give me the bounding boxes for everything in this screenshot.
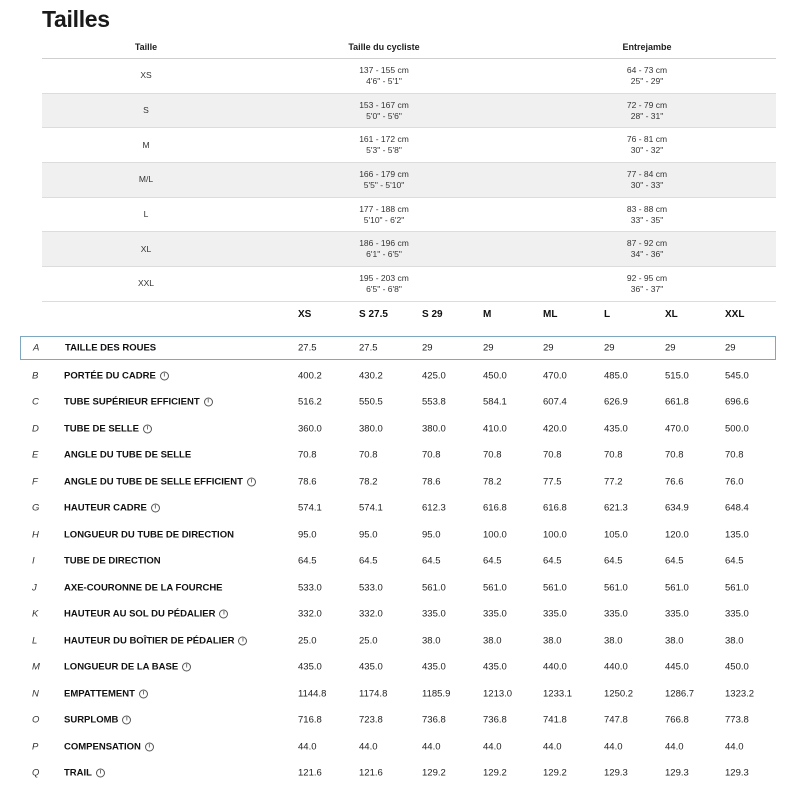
row-letter: K <box>32 608 39 620</box>
row-letter: I <box>32 555 35 567</box>
inseam-cell <box>518 163 776 197</box>
table-row <box>42 59 776 94</box>
value-cell: 44.0 <box>665 741 684 753</box>
value-cell: 44.0 <box>543 741 562 753</box>
row-label <box>64 370 169 381</box>
value-cell: 64.5 <box>725 555 744 567</box>
value-cell: 38.0 <box>725 635 744 647</box>
info-icon[interactable]: i <box>143 424 152 433</box>
inseam-cell <box>518 94 776 128</box>
value-cell: 445.0 <box>665 661 689 673</box>
header-inseam: Entrejambe <box>622 42 672 52</box>
height-cm: 161 - 172 cm <box>359 134 409 145</box>
value-cell: 95.0 <box>298 529 317 541</box>
value-cell: 76.0 <box>725 476 744 488</box>
value-cell: 515.0 <box>665 370 689 382</box>
info-icon[interactable]: i <box>182 663 191 672</box>
info-icon[interactable]: i <box>151 504 160 513</box>
value-cell: 44.0 <box>359 741 378 753</box>
value-cell: 100.0 <box>543 529 567 541</box>
rider-height-cell <box>250 94 518 128</box>
column-header: XXL <box>725 309 745 320</box>
value-cell: 38.0 <box>604 635 623 647</box>
value-cell: 634.9 <box>665 502 689 514</box>
value-cell: 121.6 <box>359 767 383 779</box>
value-cell: 561.0 <box>543 582 567 594</box>
size-label: XXL <box>137 278 155 289</box>
table-row[interactable] <box>20 336 776 360</box>
value-cell: 553.8 <box>422 396 446 408</box>
value-cell: 435.0 <box>298 661 322 673</box>
value-cell: 77.2 <box>604 476 623 488</box>
value-cell: 561.0 <box>665 582 689 594</box>
value-cell: 470.0 <box>665 423 689 435</box>
value-cell: 27.5 <box>359 342 378 354</box>
row-label-text: TUBE SUPÉRIEUR EFFICIENT <box>64 396 200 408</box>
inseam-cell <box>518 128 776 162</box>
row-label-text: TRAIL <box>64 767 92 779</box>
table-row <box>20 469 776 496</box>
inseam-in: 36" - 37" <box>630 283 664 294</box>
rider-height-cell <box>250 232 518 266</box>
value-cell: 741.8 <box>543 714 567 726</box>
sizes-table-body <box>42 59 776 302</box>
value-cell: 29 <box>725 342 736 354</box>
value-cell: 70.8 <box>483 449 502 461</box>
value-cell: 696.6 <box>725 396 749 408</box>
value-cell: 747.8 <box>604 714 628 726</box>
row-label <box>64 556 161 567</box>
row-label <box>64 450 191 461</box>
size-label: M/L <box>138 174 154 185</box>
table-row <box>20 760 776 787</box>
value-cell: 612.3 <box>422 502 446 514</box>
sizes-table-header <box>42 38 776 59</box>
value-cell: 64.5 <box>665 555 684 567</box>
value-cell: 29 <box>604 342 615 354</box>
height-ft: 6'1" - 6'5" <box>366 249 402 260</box>
value-cell: 626.9 <box>604 396 628 408</box>
row-letter: L <box>32 635 38 647</box>
column-header: XS <box>298 309 312 320</box>
row-label <box>64 662 191 673</box>
value-cell: 1144.8 <box>298 688 327 700</box>
row-label <box>64 476 256 487</box>
value-cell: 400.2 <box>298 370 322 382</box>
table-row <box>20 442 776 469</box>
height-ft: 5'10" - 6'2" <box>363 214 405 225</box>
row-letter: C <box>32 396 39 408</box>
value-cell: 335.0 <box>543 608 567 620</box>
inseam-cm: 87 - 92 cm <box>626 238 668 249</box>
column-header: S 29 <box>422 309 443 320</box>
value-cell: 29 <box>543 342 554 354</box>
inseam-cell <box>518 198 776 232</box>
row-letter: H <box>32 529 39 541</box>
value-cell: 574.1 <box>359 502 383 514</box>
value-cell: 64.5 <box>298 555 317 567</box>
inseam-in: 33" - 35" <box>630 214 664 225</box>
value-cell: 450.0 <box>483 370 507 382</box>
row-label-text: LONGUEUR DE LA BASE <box>64 661 179 673</box>
size-cell <box>42 198 250 232</box>
value-cell: 616.8 <box>543 502 567 514</box>
info-icon[interactable]: i <box>139 689 148 698</box>
value-cell: 70.8 <box>359 449 378 461</box>
height-cm: 177 - 188 cm <box>359 203 409 214</box>
value-cell: 773.8 <box>725 714 749 726</box>
value-cell: 38.0 <box>422 635 441 647</box>
inseam-in: 25" - 29" <box>630 75 664 86</box>
row-letter: G <box>32 502 40 514</box>
value-cell: 129.3 <box>665 767 689 779</box>
value-cell: 64.5 <box>543 555 562 567</box>
value-cell: 129.2 <box>543 767 567 779</box>
row-letter: Q <box>32 767 40 779</box>
row-label-text: HAUTEUR AU SOL DU PÉDALIER <box>64 608 216 620</box>
rider-height-cell <box>250 163 518 197</box>
row-label-text: PORTÉE DU CADRE <box>64 370 156 382</box>
value-cell: 435.0 <box>422 661 446 673</box>
row-label <box>64 529 234 540</box>
inseam-cm: 83 - 88 cm <box>626 203 668 214</box>
row-label-text: HAUTEUR DU BOÎTIER DE PÉDALIER <box>64 635 235 647</box>
table-row <box>20 654 776 681</box>
value-cell: 129.3 <box>725 767 749 779</box>
size-label: S <box>143 105 149 116</box>
table-row <box>42 267 776 302</box>
row-label <box>64 503 160 514</box>
inseam-in: 30" - 33" <box>630 179 664 190</box>
height-ft: 5'3" - 5'8" <box>366 145 402 156</box>
row-label <box>64 715 131 726</box>
value-cell: 38.0 <box>543 635 562 647</box>
height-cm: 186 - 196 cm <box>359 238 409 249</box>
header-size: Taille <box>134 42 158 52</box>
table-row <box>20 628 776 655</box>
value-cell: 70.8 <box>422 449 441 461</box>
value-cell: 64.5 <box>422 555 441 567</box>
size-cell <box>42 94 250 128</box>
row-label-text: TUBE DE DIRECTION <box>64 555 161 567</box>
row-label <box>64 688 148 699</box>
value-cell: 716.8 <box>298 714 322 726</box>
inseam-cell <box>518 59 776 93</box>
value-cell: 470.0 <box>543 370 567 382</box>
row-letter: F <box>32 476 38 488</box>
value-cell: 380.0 <box>422 423 446 435</box>
info-icon[interactable]: i <box>219 610 228 619</box>
value-cell: 621.3 <box>604 502 628 514</box>
info-icon[interactable]: i <box>145 742 154 751</box>
inseam-cell <box>518 232 776 266</box>
row-label-text: COMPENSATION <box>64 741 141 753</box>
row-label-text: LONGUEUR DU TUBE DE DIRECTION <box>64 529 234 541</box>
sizes-table <box>42 38 776 302</box>
table-row <box>20 707 776 734</box>
size-label: XS <box>140 70 152 81</box>
row-label-text: ANGLE DU TUBE DE SELLE EFFICIENT <box>64 476 243 488</box>
value-cell: 766.8 <box>665 714 689 726</box>
value-cell: 1185.9 <box>422 688 451 700</box>
height-cm: 153 - 167 cm <box>359 99 409 110</box>
value-cell: 335.0 <box>665 608 689 620</box>
table-row <box>20 734 776 761</box>
value-cell: 70.8 <box>665 449 684 461</box>
inseam-cm: 72 - 79 cm <box>626 99 668 110</box>
value-cell: 435.0 <box>604 423 628 435</box>
geometry-table <box>20 336 776 787</box>
value-cell: 332.0 <box>298 608 322 620</box>
row-label-text: EMPATTEMENT <box>64 688 135 700</box>
value-cell: 574.1 <box>298 502 322 514</box>
header-rider-height: Taille du cycliste <box>348 42 420 52</box>
value-cell: 561.0 <box>422 582 446 594</box>
value-cell: 420.0 <box>543 423 567 435</box>
value-cell: 64.5 <box>359 555 378 567</box>
value-cell: 485.0 <box>604 370 628 382</box>
inseam-in: 34" - 36" <box>630 249 664 260</box>
size-label: XL <box>140 243 152 254</box>
page-title: Tailles <box>42 6 110 32</box>
table-row <box>42 128 776 163</box>
value-cell: 545.0 <box>725 370 749 382</box>
table-row <box>20 416 776 443</box>
row-letter: D <box>32 423 39 435</box>
row-label <box>65 343 156 354</box>
value-cell: 1250.2 <box>604 688 634 700</box>
column-header: M <box>483 309 492 320</box>
value-cell: 121.6 <box>298 767 322 779</box>
value-cell: 129.3 <box>604 767 628 779</box>
value-cell: 561.0 <box>725 582 749 594</box>
info-icon[interactable]: i <box>122 716 131 725</box>
info-icon[interactable]: i <box>204 398 213 407</box>
row-label <box>64 423 152 434</box>
size-cell <box>42 267 250 301</box>
table-row <box>20 363 776 390</box>
row-label-text: TAILLE DES ROUES <box>65 342 157 354</box>
row-label-text: AXE-COURONNE DE LA FOURCHE <box>64 582 223 594</box>
column-header: ML <box>543 309 558 320</box>
height-ft: 4'6" - 5'1" <box>366 75 402 86</box>
value-cell: 120.0 <box>665 529 689 541</box>
value-cell: 561.0 <box>604 582 628 594</box>
inseam-cm: 64 - 73 cm <box>626 64 668 75</box>
value-cell: 27.5 <box>298 342 317 354</box>
value-cell: 736.8 <box>483 714 507 726</box>
value-cell: 435.0 <box>359 661 383 673</box>
value-cell: 129.2 <box>422 767 446 779</box>
value-cell: 70.8 <box>604 449 623 461</box>
value-cell: 70.8 <box>725 449 744 461</box>
row-label <box>64 768 105 779</box>
value-cell: 440.0 <box>543 661 567 673</box>
value-cell: 1233.1 <box>543 688 573 700</box>
value-cell: 129.2 <box>483 767 507 779</box>
value-cell: 335.0 <box>604 608 628 620</box>
value-cell: 550.5 <box>359 396 383 408</box>
table-row <box>42 198 776 233</box>
row-letter: M <box>32 661 40 673</box>
value-cell: 135.0 <box>725 529 749 541</box>
value-cell: 44.0 <box>725 741 744 753</box>
value-cell: 78.6 <box>422 476 441 488</box>
row-letter: E <box>32 449 39 461</box>
value-cell: 29 <box>483 342 494 354</box>
value-cell: 29 <box>665 342 676 354</box>
value-cell: 64.5 <box>604 555 623 567</box>
column-header: S 27.5 <box>359 309 388 320</box>
value-cell: 335.0 <box>725 608 749 620</box>
table-row <box>20 548 776 575</box>
value-cell: 648.4 <box>725 502 749 514</box>
value-cell: 78.6 <box>298 476 317 488</box>
value-cell: 25.0 <box>298 635 317 647</box>
value-cell: 335.0 <box>483 608 507 620</box>
value-cell: 44.0 <box>298 741 317 753</box>
height-ft: 5'5" - 5'10" <box>363 179 405 190</box>
row-letter: N <box>32 688 39 700</box>
table-row <box>42 94 776 129</box>
row-label <box>64 609 228 620</box>
table-row <box>20 389 776 416</box>
value-cell: 105.0 <box>604 529 628 541</box>
inseam-in: 30" - 32" <box>630 145 664 156</box>
value-cell: 661.8 <box>665 396 689 408</box>
info-icon[interactable]: i <box>247 477 256 486</box>
row-label <box>64 397 213 408</box>
value-cell: 95.0 <box>359 529 378 541</box>
value-cell: 1213.0 <box>483 688 513 700</box>
table-row <box>20 601 776 628</box>
value-cell: 360.0 <box>298 423 322 435</box>
info-icon[interactable]: i <box>238 636 247 645</box>
value-cell: 561.0 <box>483 582 507 594</box>
table-row <box>42 232 776 267</box>
value-cell: 723.8 <box>359 714 383 726</box>
value-cell: 607.4 <box>543 396 567 408</box>
inseam-in: 28" - 31" <box>630 110 664 121</box>
row-letter: A <box>33 342 40 354</box>
row-letter: B <box>32 370 39 382</box>
row-label <box>64 741 154 752</box>
value-cell: 100.0 <box>483 529 507 541</box>
value-cell: 38.0 <box>483 635 502 647</box>
column-header: XL <box>665 309 678 320</box>
value-cell: 332.0 <box>359 608 383 620</box>
value-cell: 616.8 <box>483 502 507 514</box>
inseam-cm: 92 - 95 cm <box>626 272 668 283</box>
inseam-cm: 77 - 84 cm <box>626 168 668 179</box>
value-cell: 440.0 <box>604 661 628 673</box>
size-label: M <box>142 139 150 150</box>
value-cell: 533.0 <box>359 582 383 594</box>
value-cell: 78.2 <box>359 476 378 488</box>
value-cell: 76.6 <box>665 476 684 488</box>
value-cell: 450.0 <box>725 661 749 673</box>
row-label <box>64 635 247 646</box>
row-label-text: ANGLE DU TUBE DE SELLE <box>64 449 192 461</box>
value-cell: 70.8 <box>298 449 317 461</box>
table-row <box>20 681 776 708</box>
row-label-text: HAUTEUR CADRE <box>64 502 147 514</box>
row-letter: O <box>32 714 40 726</box>
value-cell: 736.8 <box>422 714 446 726</box>
size-cell <box>42 163 250 197</box>
height-ft: 6'5" - 6'8" <box>366 283 402 294</box>
row-letter: P <box>32 741 39 753</box>
row-label <box>64 582 223 593</box>
value-cell: 500.0 <box>725 423 749 435</box>
value-cell: 410.0 <box>483 423 507 435</box>
value-cell: 1323.2 <box>725 688 755 700</box>
value-cell: 425.0 <box>422 370 446 382</box>
inseam-cell <box>518 267 776 301</box>
value-cell: 435.0 <box>483 661 507 673</box>
value-cell: 44.0 <box>483 741 502 753</box>
info-icon[interactable]: i <box>96 769 105 778</box>
size-cell <box>42 128 250 162</box>
value-cell: 77.5 <box>543 476 562 488</box>
rider-height-cell <box>250 128 518 162</box>
value-cell: 44.0 <box>604 741 623 753</box>
row-label-text: TUBE DE SELLE <box>64 423 139 435</box>
table-row <box>20 522 776 549</box>
height-ft: 5'0" - 5'6" <box>366 110 402 121</box>
table-row <box>20 575 776 602</box>
rider-height-cell <box>250 59 518 93</box>
table-row <box>20 495 776 522</box>
size-label: L <box>143 209 149 220</box>
value-cell: 64.5 <box>483 555 502 567</box>
value-cell: 380.0 <box>359 423 383 435</box>
row-letter: J <box>32 582 37 594</box>
value-cell: 78.2 <box>483 476 502 488</box>
value-cell: 1174.8 <box>359 688 388 700</box>
row-label-text: SURPLOMB <box>64 714 119 726</box>
value-cell: 29 <box>422 342 433 354</box>
value-cell: 70.8 <box>543 449 562 461</box>
value-cell: 95.0 <box>422 529 441 541</box>
value-cell: 516.2 <box>298 396 322 408</box>
size-cell <box>42 232 250 266</box>
height-cm: 166 - 179 cm <box>359 168 409 179</box>
value-cell: 44.0 <box>422 741 441 753</box>
rider-height-cell <box>250 267 518 301</box>
value-cell: 533.0 <box>298 582 322 594</box>
value-cell: 1286.7 <box>665 688 695 700</box>
table-row <box>42 163 776 198</box>
geometry-table-header <box>0 309 800 323</box>
column-header: L <box>604 309 611 320</box>
value-cell: 584.1 <box>483 396 507 408</box>
height-cm: 137 - 155 cm <box>359 64 409 75</box>
info-icon[interactable]: i <box>160 371 169 380</box>
size-cell <box>42 59 250 93</box>
value-cell: 335.0 <box>422 608 446 620</box>
value-cell: 38.0 <box>665 635 684 647</box>
height-cm: 195 - 203 cm <box>359 272 409 283</box>
value-cell: 430.2 <box>359 370 383 382</box>
inseam-cm: 76 - 81 cm <box>626 134 668 145</box>
rider-height-cell <box>250 198 518 232</box>
value-cell: 25.0 <box>359 635 378 647</box>
